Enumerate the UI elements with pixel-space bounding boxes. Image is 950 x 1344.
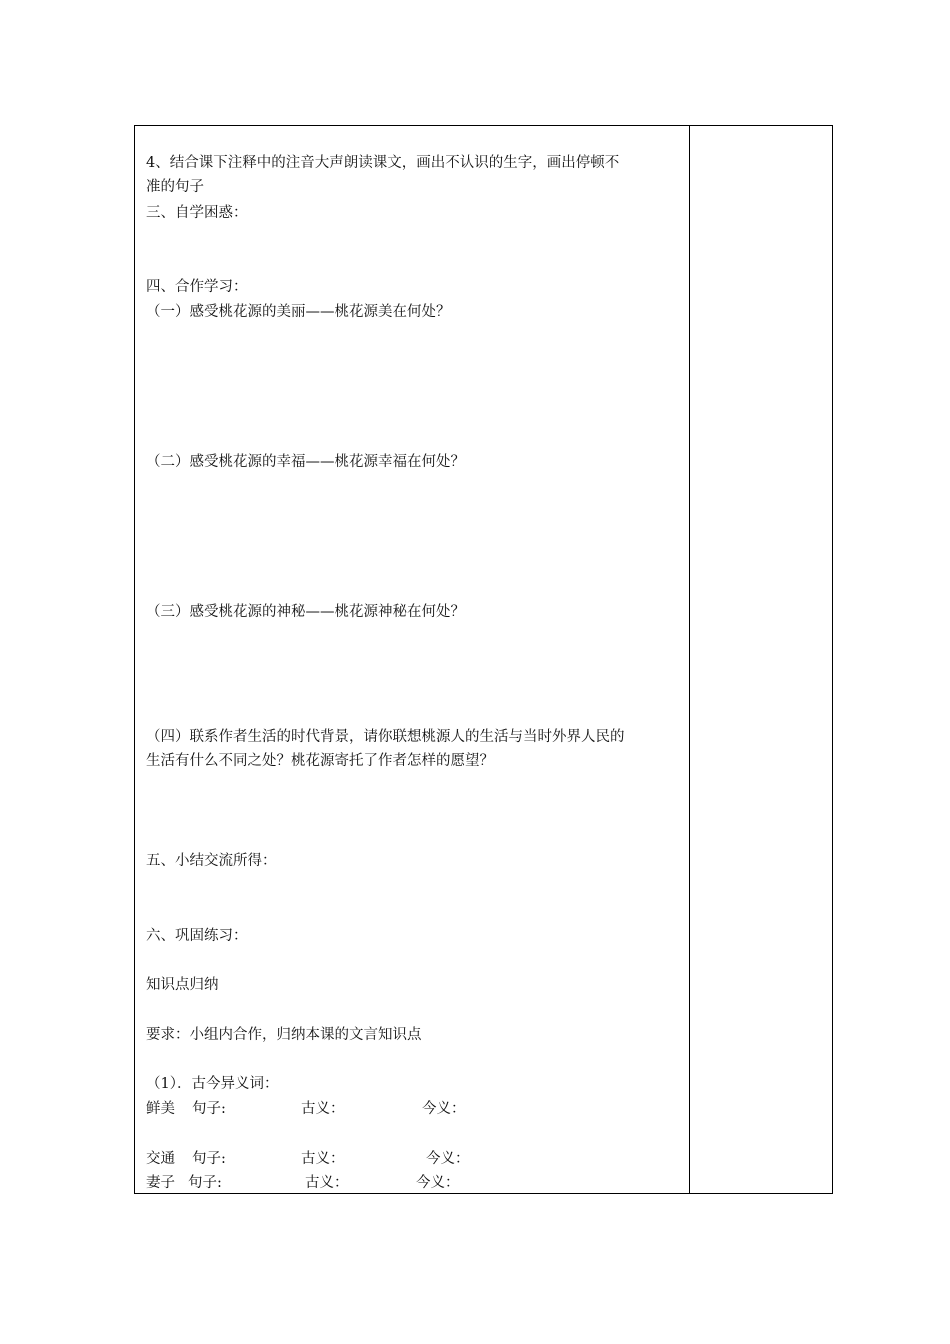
vocab-word: 妻子 <box>146 1175 175 1191</box>
notes-column <box>690 126 832 1193</box>
vocab-word: 交通 <box>146 1151 175 1167</box>
section-5-heading: 五、小结交流所得： <box>146 853 277 869</box>
vocab-modern-label: 今义： <box>422 1101 466 1117</box>
vocab-sentence-label: 句子: <box>188 1175 222 1191</box>
vocab-ancient-label: 古义： <box>301 1101 345 1117</box>
vocab-heading: （1）．古今异义词： <box>146 1076 279 1092</box>
sub-question-3: （三）感受桃花源的神秘——桃花源神秘在何处？ <box>146 604 465 620</box>
question-4-line-2: 准的句子 <box>146 179 204 195</box>
requirement-text: 要求：小组内合作，归纳本课的文言知识点 <box>146 1027 422 1043</box>
sub-question-1: （一）感受桃花源的美丽——桃花源美在何处？ <box>146 304 451 320</box>
section-3-heading: 三、自学困惑： <box>146 205 248 221</box>
vocab-sentence-label: 句子: <box>192 1101 226 1117</box>
worksheet-table <box>134 125 833 1194</box>
section-6-heading: 六、巩固练习： <box>146 928 248 944</box>
vocab-ancient-label: 古义： <box>305 1175 349 1191</box>
question-4-line-1: 4、结合课下注释中的注音大声朗读课文，画出不认识的生字，画出停顿不 <box>146 155 620 171</box>
sub-question-2: （二）感受桃花源的幸福——桃花源幸福在何处？ <box>146 454 465 470</box>
sub-question-4-line-2: 生活有什么不同之处？桃花源寄托了作者怎样的愿望？ <box>146 753 494 769</box>
vocab-modern-label: 今义： <box>426 1151 470 1167</box>
vocab-sentence-label: 句子: <box>192 1151 226 1167</box>
vocab-ancient-label: 古义： <box>301 1151 345 1167</box>
vocab-modern-label: 今义： <box>416 1175 460 1191</box>
knowledge-summary-heading: 知识点归纳 <box>146 977 219 993</box>
sub-question-4-line-1: （四）联系作者生活的时代背景，请你联想桃源人的生活与当时外界人民的 <box>146 729 625 745</box>
section-4-heading: 四、合作学习： <box>146 279 248 295</box>
vocab-word: 鲜美 <box>146 1101 175 1117</box>
